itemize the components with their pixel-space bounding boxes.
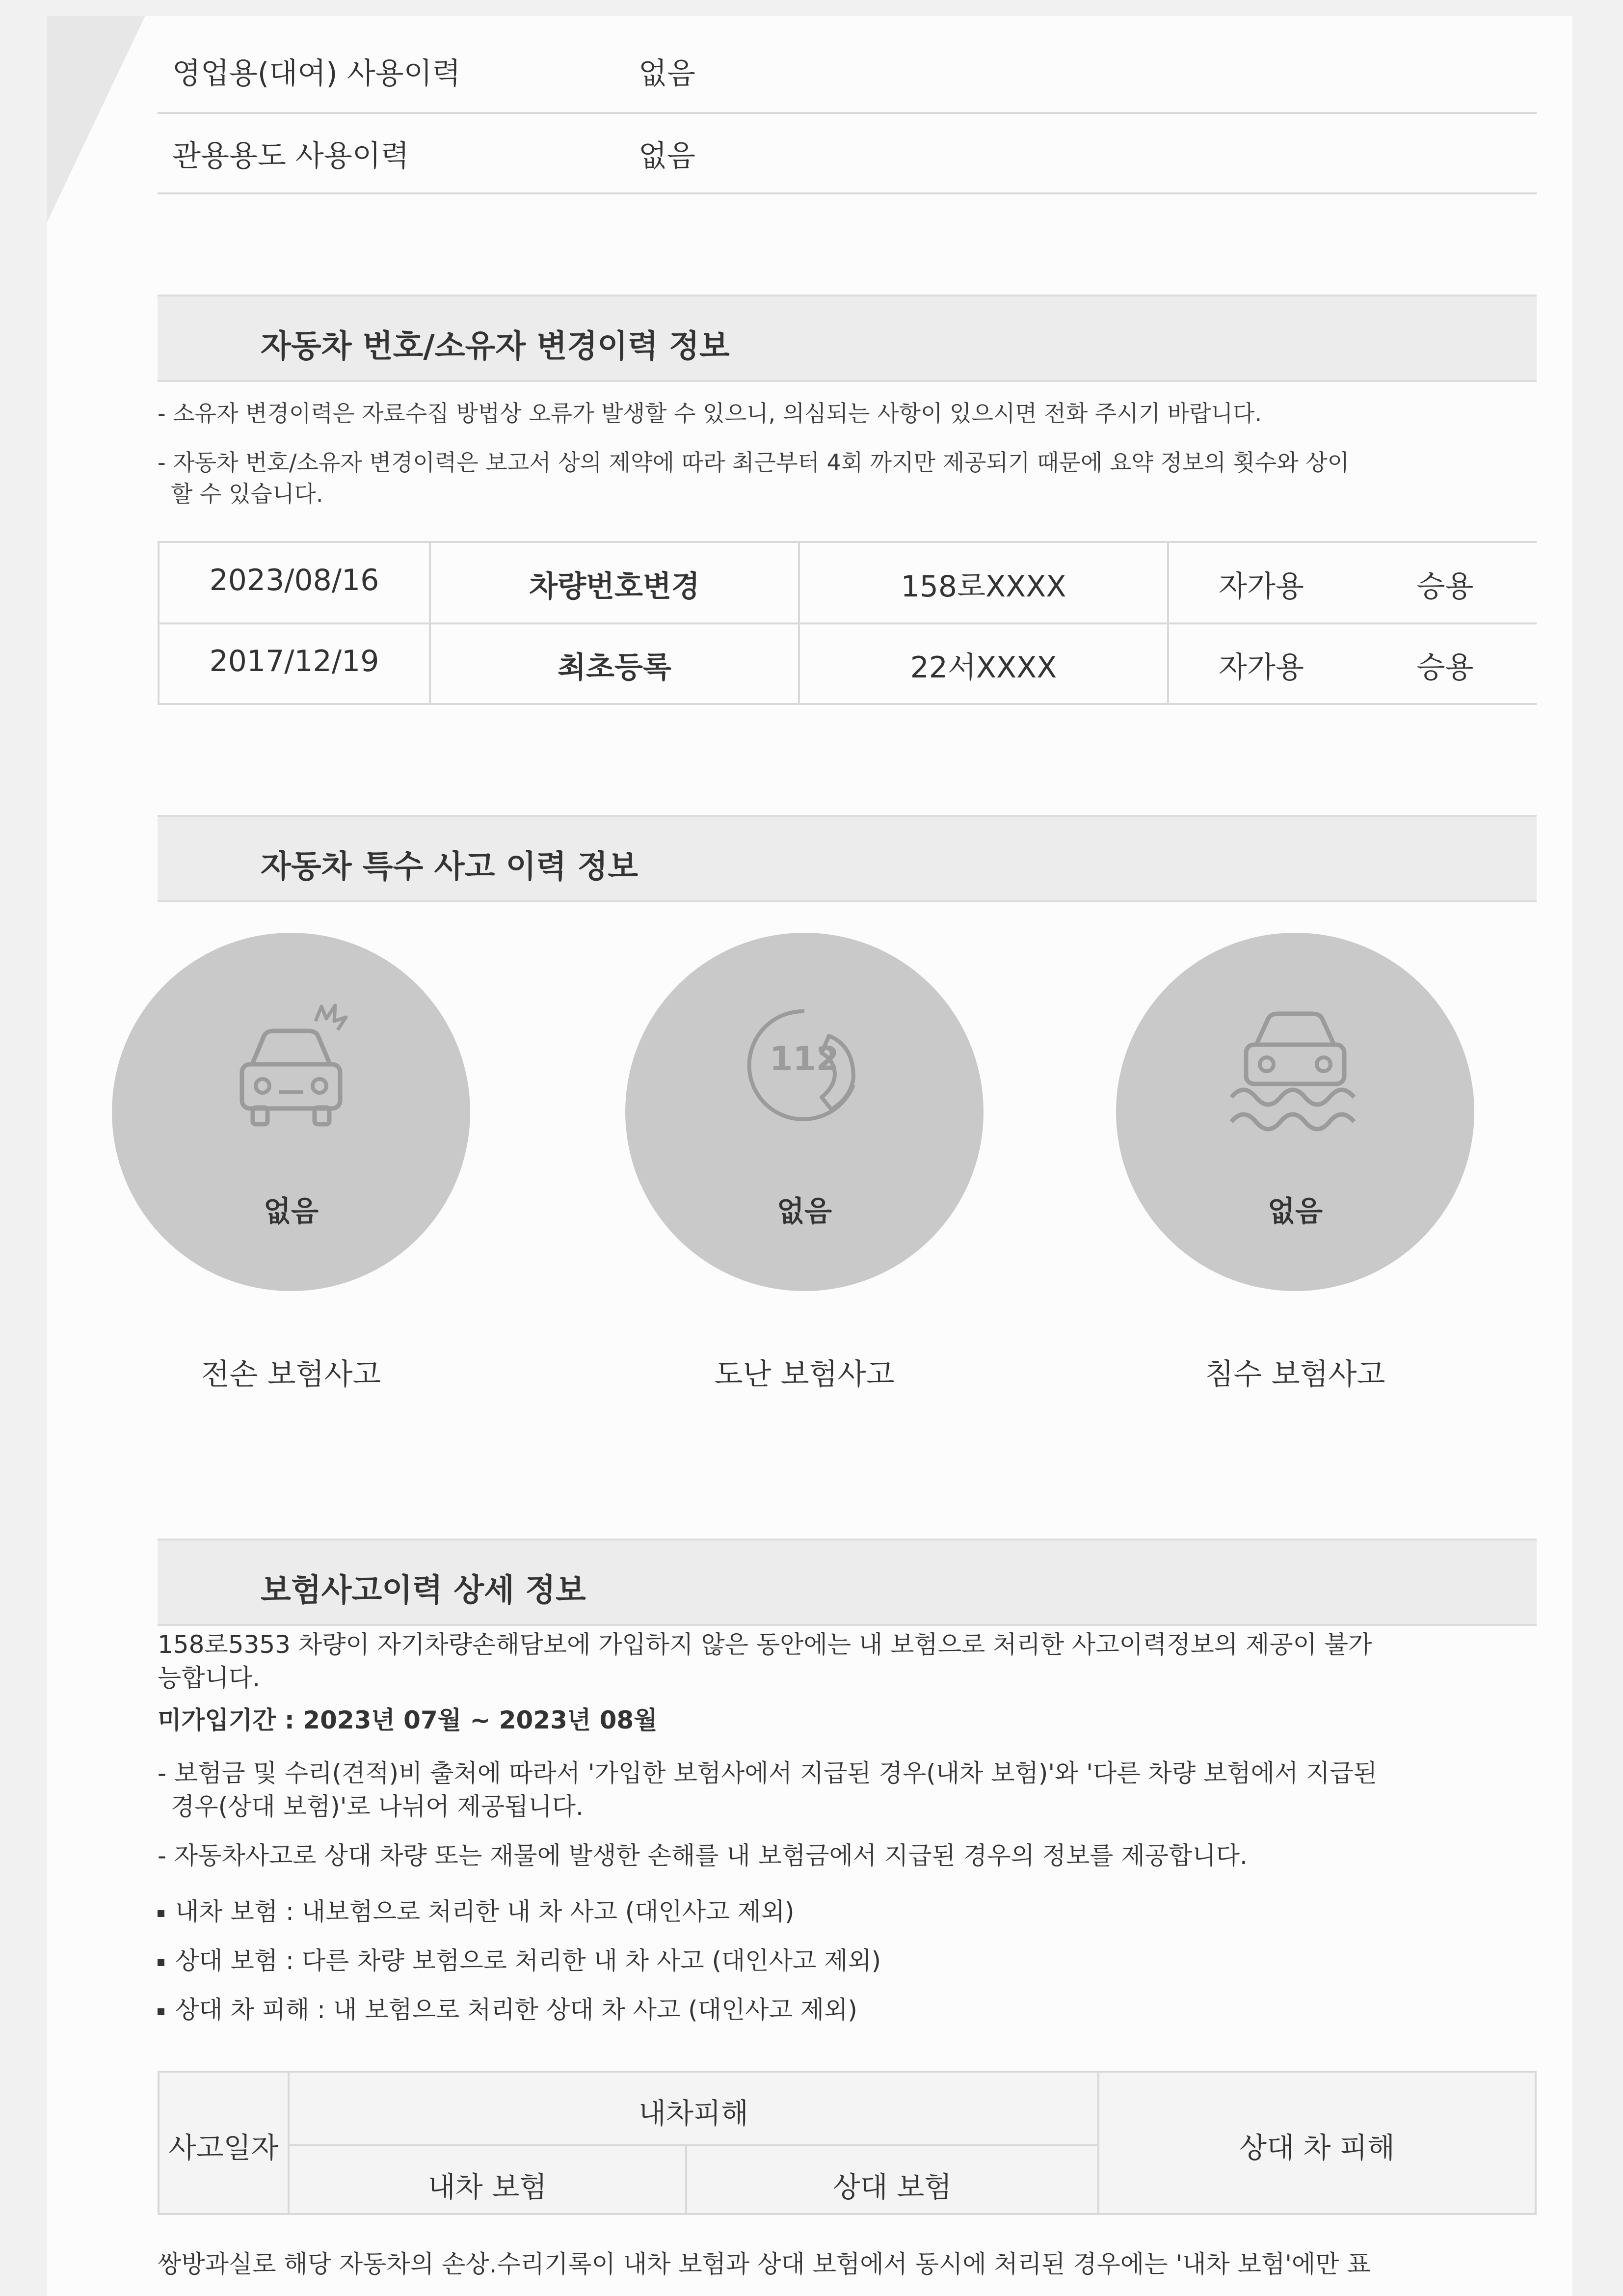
flood-badge [1116, 933, 1474, 1291]
divider [158, 192, 1537, 194]
flood-caption: 침수 보험사고 [1205, 1357, 1385, 1392]
owner-change-note-3: 할 수 있습니다. [171, 481, 323, 507]
owner-change-section-header [158, 295, 1537, 382]
special-accident-section-header [158, 815, 1537, 902]
change-event: 최초등록 [558, 650, 671, 685]
police-112-phone-icon [731, 992, 878, 1139]
flooded-car-icon [1222, 992, 1369, 1139]
uninsured-period: 미가입기간 : 2023년 07월 ~ 2023년 08월 [158, 1706, 658, 1734]
header-own-damage: 내차피해 [638, 2097, 749, 2130]
theft-caption: 도난 보험사고 [714, 1357, 895, 1392]
rental-usage-value: 없음 [639, 56, 695, 91]
section-title: 보험사고이력 상세 정보 [261, 1572, 586, 1609]
list-item [158, 1892, 795, 1927]
table-col-border [1535, 2071, 1537, 2215]
bullet-text: 상대 차 피해 : 내 보험으로 처리한 상대 차 사고 (대인사고 제외) [175, 1996, 857, 2024]
table-top-border [158, 541, 1537, 543]
flood-value: 없음 [1267, 1194, 1323, 1228]
header-other-insurance: 상대 보험 [832, 2170, 952, 2204]
table-header-bottom-border [158, 2213, 1537, 2215]
table-row-border [158, 622, 1537, 624]
section-title: 자동차 특수 사고 이력 정보 [261, 849, 639, 885]
table-bottom-border [158, 703, 1537, 705]
footer-note: 쌍방과실로 해당 자동차의 손상.수리기록이 내차 보험과 상대 보험에서 동시에 처리된 경우에는 '내차 보험'에만 표 [158, 2250, 1371, 2278]
section-title: 자동차 번호/소유자 변경이력 정보 [261, 328, 730, 365]
insurance-detail-section-header [158, 1539, 1537, 1626]
change-use: 자가용 [1219, 569, 1304, 604]
owner-change-note-2: - 자동차 번호/소유자 변경이력은 보고서 상의 제약에 따라 최근부터 4회 까지만 제공되기 때문에 요약 정보의 횟수와 상이 [158, 449, 1350, 476]
change-date: 2017/12/19 [209, 644, 379, 678]
theft-badge [625, 933, 984, 1291]
rental-usage-label: 영업용(대여) 사용이력 [172, 56, 461, 91]
change-plate: 158로XXXX [901, 569, 1066, 604]
total-loss-badge [112, 933, 470, 1291]
change-use: 자가용 [1219, 650, 1304, 685]
desc-1-line-2: 경우(상대 보험)'로 나뉘어 제공됩니다. [171, 1792, 584, 1821]
theft-value: 없음 [776, 1194, 832, 1228]
table-top-border [158, 2071, 1537, 2073]
change-date: 2023/08/16 [209, 563, 379, 597]
total-loss-caption: 전손 보험사고 [201, 1357, 381, 1392]
list-item [158, 1990, 857, 2026]
official-usage-value: 없음 [639, 139, 695, 173]
desc-1-line-1: - 보험금 및 수리(견적)비 출처에 따라서 '가입한 보험사에서 지급된 경우(내차 보험)'와 '다른 차량 보험에서 지급된 [158, 1759, 1378, 1787]
header-own-insurance: 내차 보험 [427, 2170, 547, 2204]
header-accident-date: 사고일자 [168, 2131, 279, 2164]
report-page [47, 16, 1572, 2296]
desc-2: - 자동차사고로 상대 차량 또는 재물에 발생한 손해를 내 보험금에서 지급된 경우의 정보를 제공합니다. [158, 1841, 1248, 1870]
bullet-text: 내차 보험 : 내보험으로 처리한 내 차 사고 (대인사고 제외) [175, 1897, 795, 1926]
svg-text:112: 112 [770, 1040, 839, 1079]
intro-line-2: 능합니다. [158, 1664, 261, 1692]
change-event: 차량번호변경 [529, 569, 700, 604]
bullet-text: 상대 보험 : 다른 차량 보험으로 처리한 내 차 사고 (대인사고 제외) [175, 1946, 881, 1975]
page-fold [47, 16, 145, 222]
official-usage-label: 관용용도 사용이력 [172, 139, 409, 173]
change-type: 승용 [1416, 569, 1474, 604]
intro-line-1: 158로5353 차량이 자기차량손해담보에 가입하지 않은 동안에는 내 보험으로 처리한 사고이력정보의 제공이 불가 [158, 1630, 1372, 1659]
change-plate: 22서XXXX [910, 650, 1057, 685]
header-other-car-damage: 상대 차 피해 [1239, 2131, 1395, 2164]
owner-change-note-1: - 소유자 변경이력은 자료수집 방법상 오류가 발생할 수 있으니, 의심되는 사항이 있으시면 전화 주시기 바랍니다. [158, 400, 1262, 427]
damaged-car-icon [217, 992, 365, 1139]
change-type: 승용 [1416, 650, 1474, 685]
table-mid-border [288, 2144, 1097, 2146]
total-loss-value: 없음 [263, 1194, 319, 1228]
list-item [158, 1941, 881, 1976]
divider [158, 112, 1537, 114]
